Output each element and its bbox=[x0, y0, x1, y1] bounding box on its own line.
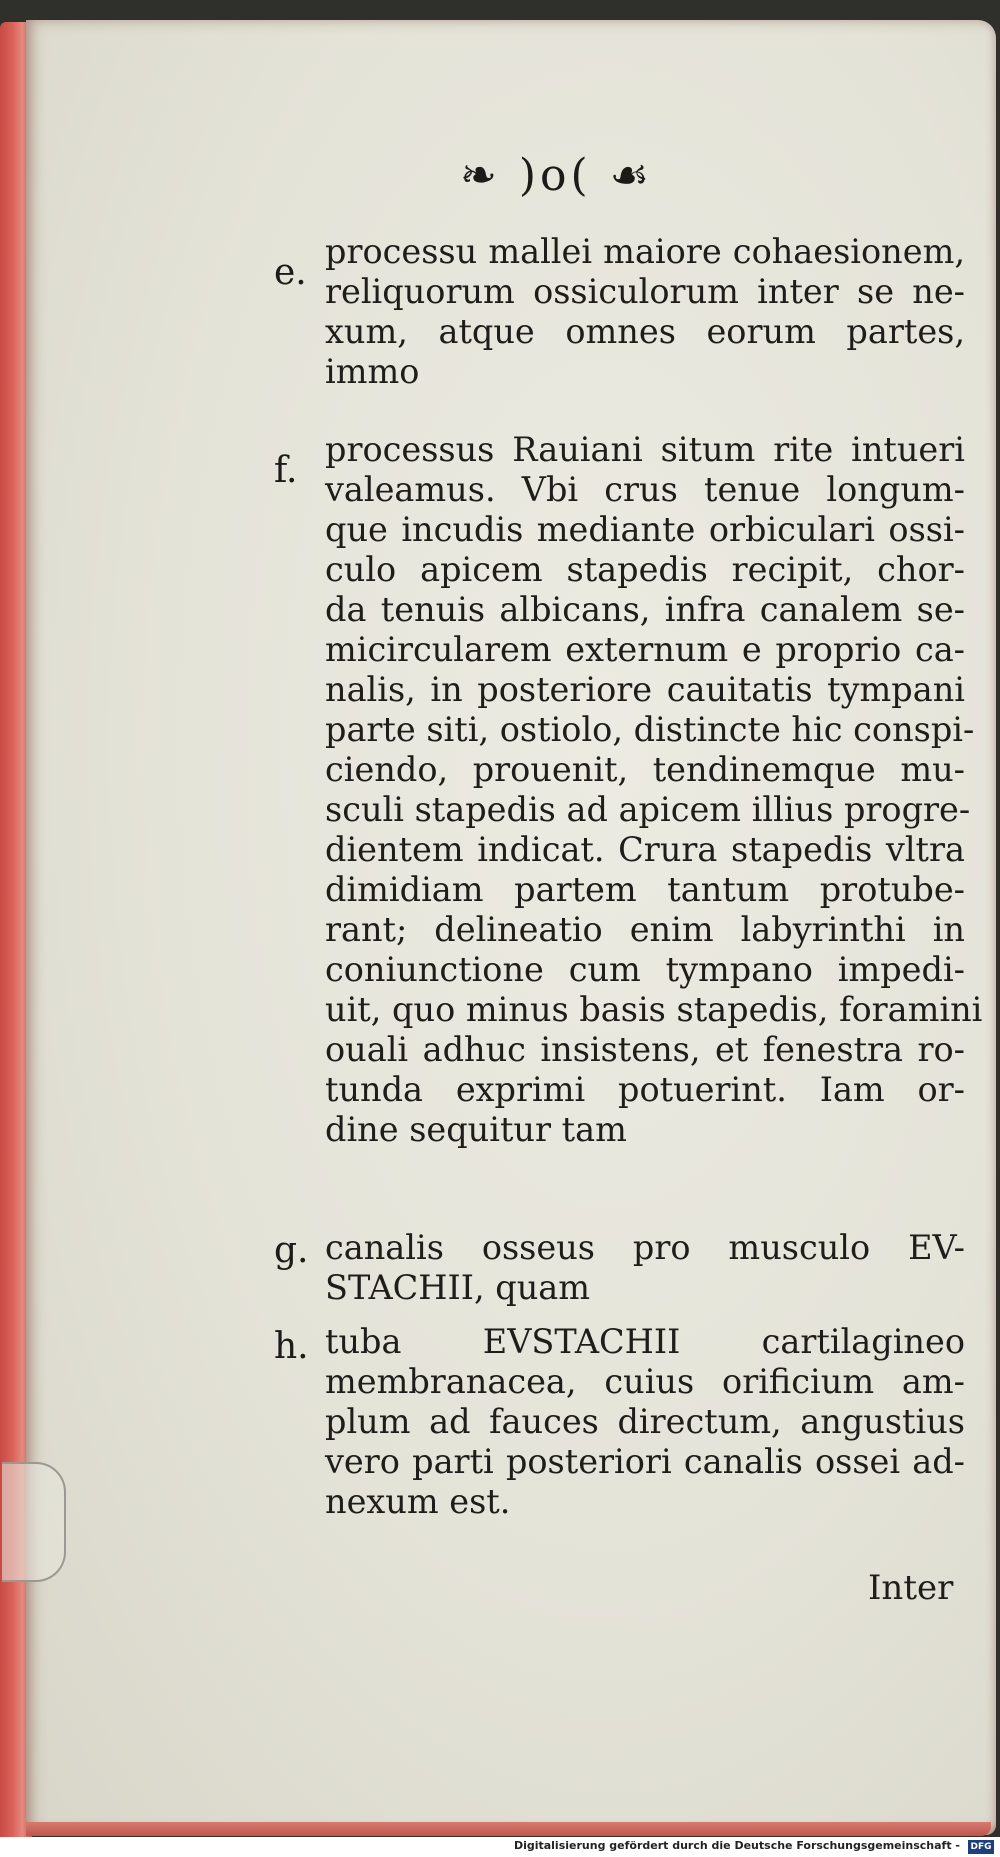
text-line: canalis osseus pro musculo EV- bbox=[325, 1228, 965, 1267]
text-line: nalis, in posteriore cauitatis tympani bbox=[325, 670, 965, 709]
page-tab-mark bbox=[2, 1462, 66, 1582]
text-line: micircularem externum e proprio ca- bbox=[325, 630, 965, 669]
text-line: dine sequitur tam bbox=[325, 1110, 627, 1149]
text-line: dimidiam partem tantum protube- bbox=[325, 870, 965, 909]
entry-letter: e. bbox=[274, 252, 307, 293]
text-line: plum ad fauces directum, angustius bbox=[325, 1402, 965, 1441]
text-line: immo bbox=[325, 352, 420, 391]
dfg-logo: DFG bbox=[968, 1840, 994, 1854]
text-line: ciendo, prouenit, tendinemque mu- bbox=[325, 750, 965, 789]
text-line: processus Rauiani situm rite intueri bbox=[325, 430, 965, 469]
text-line: valeamus. Vbi crus tenue longum- bbox=[325, 470, 965, 509]
text-line: culo apicem stapedis recipit, chor- bbox=[325, 550, 965, 589]
entry-letter: g. bbox=[274, 1230, 309, 1271]
entry-lines bbox=[325, 1322, 965, 1522]
text-line: rant; delineatio enim labyrinthi in bbox=[325, 910, 965, 949]
entry-lines bbox=[325, 430, 983, 1150]
text-line: uit, quo minus basis stapedis, foramini bbox=[325, 990, 983, 1029]
red-bottom-edge bbox=[26, 1822, 991, 1836]
text-line: nexum est. bbox=[325, 1482, 511, 1521]
running-head: ❧ )o( ☙ bbox=[460, 150, 654, 201]
entry-letter: f. bbox=[274, 450, 298, 491]
digitization-credit: Digitalisierung gefördert durch die Deutsche Forschungsgemeinschaft - bbox=[513, 1839, 960, 1852]
text-line: processu mallei maiore cohaesionem, bbox=[325, 232, 965, 271]
text-line: dientem indicat. Crura stapedis vltra bbox=[325, 830, 965, 869]
text-line: parte siti, ostiolo, distincte hic conspi- bbox=[325, 710, 975, 749]
text-line: que incudis mediante orbiculari ossi- bbox=[325, 510, 965, 549]
text-line: tuba EVSTACHII cartilagineo bbox=[325, 1322, 965, 1361]
text-line: vero parti posteriori canalis ossei ad- bbox=[325, 1442, 965, 1481]
text-line: sculi stapedis ad apicem illius progre- bbox=[325, 790, 971, 829]
catchword: Inter bbox=[868, 1568, 954, 1608]
text-line: xum, atque omnes eorum partes, bbox=[325, 312, 965, 351]
text-line: STACHII, quam bbox=[325, 1268, 591, 1307]
entry-lines bbox=[325, 232, 965, 392]
entry-letter: h. bbox=[274, 1326, 309, 1367]
text-line: membranacea, cuius orificium am- bbox=[325, 1362, 965, 1401]
text-line: ouali adhuc insistens, et fenestra ro- bbox=[325, 1030, 965, 1069]
text-line: coniunctione cum tympano impedi- bbox=[325, 950, 965, 989]
text-line: da tenuis albicans, infra canalem se- bbox=[325, 590, 965, 629]
entry-lines bbox=[325, 1228, 965, 1308]
text-line: reliquorum ossiculorum inter se ne- bbox=[325, 272, 965, 311]
text-line: tunda exprimi potuerint. Iam or- bbox=[325, 1070, 965, 1109]
